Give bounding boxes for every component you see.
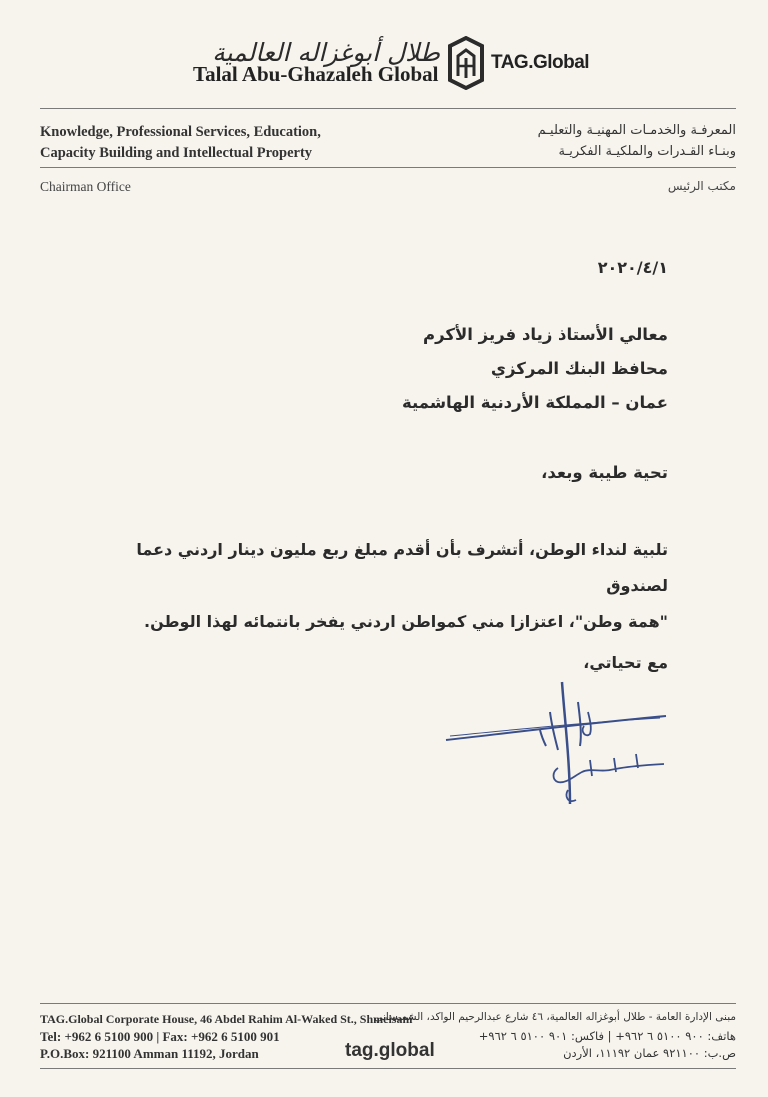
website[interactable]: tag.global	[345, 1040, 435, 1061]
tag-logo-icon	[446, 36, 486, 90]
recipient-title: محافظ البنك المركزي	[490, 359, 668, 378]
footer-phone-english: Tel: +962 6 5100 900 | Fax: +962 6 5100 901	[40, 1029, 280, 1044]
footer-bottom-divider	[40, 1068, 736, 1069]
footer-address-english: TAG.Global Corporate House, 46 Abdel Rahim Al-Waked St., Shmeisani	[40, 1012, 413, 1026]
recipient-location: عمان – المملكة الأردنية الهاشمية	[402, 393, 668, 412]
office-arabic: مكتب الرئيس	[667, 179, 736, 193]
header-divider	[40, 108, 736, 109]
tagline-arabic-line1: المعرفـة والخدمـات المهنيـة والتعليـم	[537, 123, 736, 138]
body-paragraph	[128, 532, 668, 640]
greeting: تحية طيبة وبعد،	[541, 463, 668, 482]
tagline-arabic-line2: وبنـاء القـدرات والملكيـة الفكريـة	[558, 144, 736, 159]
footer-pobox-english: P.O.Box: 921100 Amman 11192, Jordan	[40, 1046, 259, 1061]
recipient-block	[402, 318, 668, 420]
tagline-english-line2: Capacity Building and Intellectual Property	[40, 145, 313, 161]
body-line-2: "همة وطن"، اعتزازا مني كمواطن اردني يفخر بانتمائه لهذا الوطن.	[143, 612, 668, 631]
letter-date: ٢٠٢٠/٤/١	[597, 258, 668, 277]
recipient-name: معالي الأستاذ زياد فريز الأكرم	[423, 325, 668, 344]
footer-divider	[40, 1003, 736, 1004]
handwritten-signature	[440, 672, 680, 812]
office-english: Chairman Office	[40, 179, 131, 194]
tagline-divider	[40, 167, 736, 168]
tag-global-wordmark: TAG.Global	[491, 52, 590, 73]
tagline-english	[40, 122, 321, 164]
closing: مع تحياتي،	[583, 653, 668, 672]
footer-phone-arabic: هاتف: ٩٠٠ ٥١٠٠ ٦ ٩٦٢+ | فاكس: ٩٠١ ٥١٠٠ ٦ ٩٦٢+	[478, 1029, 736, 1043]
tagline-arabic	[406, 120, 736, 162]
footer-address-arabic: مبنى الإدارة العامة - طلال أبوغزاله العالمية، ٤٦ شارع عبدالرحيم الواكد، الشميساني	[374, 1011, 736, 1023]
brand-arabic: طلال أبوغزاله العالمية	[212, 38, 440, 67]
tagline-english-line1: Knowledge, Professional Services, Education,	[40, 124, 321, 140]
footer-pobox-arabic: ص.ب: ٩٢١١٠٠ عمان ١١١٩٢، الأردن	[563, 1046, 736, 1060]
brand-english: Talal Abu-Ghazaleh Global	[193, 62, 439, 86]
body-line-1: تلبية لنداء الوطن، أتشرف بأن أقدم مبلغ ربع مليون دينار اردني دعما لصندوق	[136, 540, 668, 595]
